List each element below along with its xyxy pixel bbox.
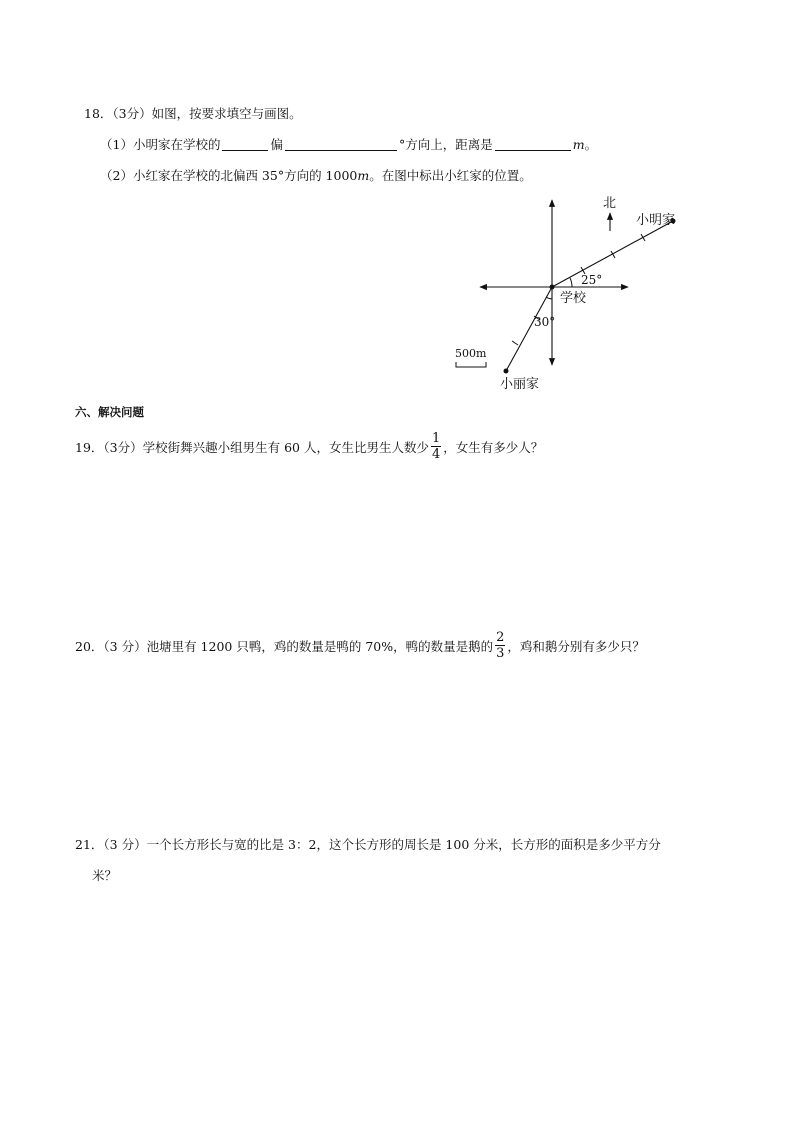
q18-part1-end: 。 [584, 137, 598, 152]
q18-part2-text-a: （2）小红家在学校的北偏西 35°方向的 1000 [100, 168, 358, 183]
q18-header: 18．（3分）如图，按要求填空与画图。 [84, 106, 302, 121]
q19 [75, 432, 543, 461]
q21-line2: 米？ [92, 868, 118, 883]
fraction-denominator: 4 [431, 447, 441, 462]
xiaoli-point[interactable] [504, 369, 509, 374]
unit-m: m [572, 136, 585, 152]
unit-m: m [357, 167, 370, 183]
ray-xiaoli [506, 287, 552, 371]
section-title: 六、解决问题 [75, 405, 144, 419]
direction-diagram[interactable] [440, 185, 700, 395]
north-label: 北 [603, 196, 617, 211]
angle-25-arc [570, 278, 572, 287]
angle-25-label: 25° [581, 273, 603, 287]
q19-fraction [431, 432, 441, 461]
angle-30-label: 30° [534, 315, 556, 329]
scale-label: 500m [455, 347, 487, 360]
q20-text-b: ，鸡和鹅分别有多少只？ [507, 638, 645, 654]
q18-part2-text-b: 。在图中标出小红家的位置。 [369, 168, 532, 183]
xiaoli-label: 小丽家 [500, 377, 540, 392]
q18-part2 [100, 166, 532, 184]
q21-line1: 21．（3 分）一个长方形长与宽的比是 3：2，这个长方形的周长是 100 分米，长方形的面积是多少平方分 [75, 837, 661, 852]
ray-xiaoming-ticks [581, 234, 645, 274]
fraction-numerator: 1 [431, 431, 441, 446]
q18-part1 [100, 135, 597, 153]
school-label: 学校 [560, 291, 587, 306]
scale-bar [456, 362, 486, 367]
fraction-denominator: 3 [496, 646, 505, 661]
q19-text-a: 19．（3分）学校街舞兴趣小组男生有 60 人，女生比男生人数少 [75, 439, 429, 455]
q19-text-b: ，女生有多少人？ [443, 439, 544, 455]
q18-part1-text-c: °方向上，距离是 [398, 137, 493, 152]
q18-part1-text-b: 偏 [270, 137, 283, 152]
angle-30-arc [546, 297, 552, 299]
q18-part1-text-a: （1）小明家在学校的 [100, 137, 221, 152]
q20 [75, 631, 645, 660]
blank-distance[interactable] [495, 138, 571, 151]
q20-fraction [495, 631, 505, 660]
fraction-numerator: 2 [496, 630, 505, 645]
blank-direction-1[interactable] [222, 138, 268, 151]
xiaoming-label: 小明家 [636, 213, 676, 228]
blank-direction-2[interactable] [285, 138, 397, 151]
q20-text-a: 20．（3 分）池塘里有 1200 只鸭，鸡的数量是鸭的 70%，鸭的数量是鹅的 [75, 638, 494, 654]
